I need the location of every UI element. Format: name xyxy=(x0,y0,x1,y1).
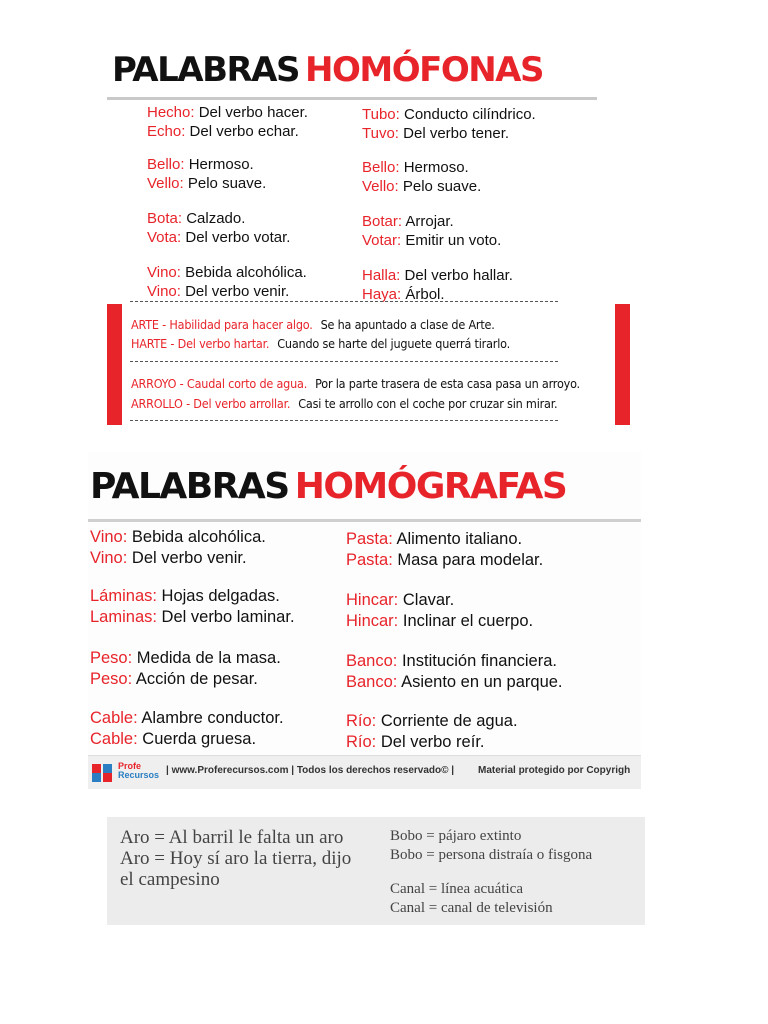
examples-panel xyxy=(107,817,645,925)
dashed-divider xyxy=(130,301,558,302)
homofona-sentence: ARROLLO - Del verbo arrollar. Casi te arrollo con el coche por cruzar sin mirar. xyxy=(131,396,558,411)
homofonas-title: PALABRAS HOMÓFONAS xyxy=(112,50,543,90)
dashed-divider xyxy=(130,420,558,421)
homografa-pair: Pasta: Alimento italiano. Pasta: Masa para modelar. xyxy=(346,530,544,569)
homofona-pair: Vino: Bebida alcohólica. Vino: Del verbo venir. xyxy=(147,264,307,300)
bobo-examples: Bobo = pájaro extinto Bobo = persona distraía o fisgona xyxy=(390,828,593,863)
homografa-pair: Cable: Alambre conductor. Cable: Cuerda gruesa. xyxy=(90,709,284,748)
title-divider xyxy=(88,519,641,522)
homofona-pair: Bello: Hermoso. Vello: Pelo suave. xyxy=(362,159,482,195)
red-side-bar xyxy=(107,304,122,425)
homografa-pair: Hincar: Clavar. Hincar: Inclinar el cuerpo. xyxy=(346,591,534,630)
footer-website-text: | www.Proferecursos.com | Todos los derechos reservado© | xyxy=(166,765,455,776)
homografa-pair: Banco: Institución financiera. Banco: Asiento en un parque. xyxy=(346,652,563,691)
homografas-panel xyxy=(88,452,641,788)
homografa-pair: Vino: Bebida alcohólica. Vino: Del verbo venir. xyxy=(90,528,266,567)
homofona-sentence: ARROYO - Caudal corto de agua. Por la parte trasera de esta casa pasa un arroyo. xyxy=(131,376,580,391)
homofona-pair: Botar: Arrojar. Votar: Emitir un voto. xyxy=(362,213,502,249)
footer-copyright-text: Material protegido por Copyrigh xyxy=(478,765,631,776)
homofonas-panel xyxy=(107,36,597,425)
homofona-sentence: HARTE - Del verbo hartar. Cuando se harte del juguete querrá tirarlo. xyxy=(131,336,510,351)
homofona-pair: Bello: Hermoso. Vello: Pelo suave. xyxy=(147,156,267,192)
homofona-pair: Bota: Calzado. Vota: Del verbo votar. xyxy=(147,210,291,246)
aro-examples: Aro = Al barril le falta un aro Aro = Hoy sí aro la tierra, dijo el campesino xyxy=(120,827,352,890)
copyright-footer xyxy=(88,755,641,789)
homofona-pair: Tubo: Conducto cilíndrico. Tuvo: Del verbo tener. xyxy=(362,106,536,142)
dashed-divider xyxy=(130,361,558,362)
proferecursos-logo-icon xyxy=(92,764,114,782)
homografa-pair: Láminas: Hojas delgadas. Laminas: Del verbo laminar. xyxy=(90,587,295,626)
title-divider xyxy=(107,97,597,100)
brand-name: Profe Recursos xyxy=(118,761,160,780)
homografas-title: PALABRAS HOMÓGRAFAS xyxy=(90,466,567,507)
red-side-bar xyxy=(615,304,630,425)
homografa-pair: Río: Corriente de agua. Río: Del verbo reír. xyxy=(346,712,518,751)
homofona-sentence: ARTE - Habilidad para hacer algo. Se ha apuntado a clase de Arte. xyxy=(131,317,495,332)
homofona-pair: Hecho: Del verbo hacer. Echo: Del verbo echar. xyxy=(147,104,308,140)
homofona-pair: Halla: Del verbo hallar. Haya: Árbol. xyxy=(362,267,513,303)
homografa-pair: Peso: Medida de la masa. Peso: Acción de pesar. xyxy=(90,649,281,688)
canal-examples: Canal = línea acuática Canal = canal de televisión xyxy=(390,881,553,916)
